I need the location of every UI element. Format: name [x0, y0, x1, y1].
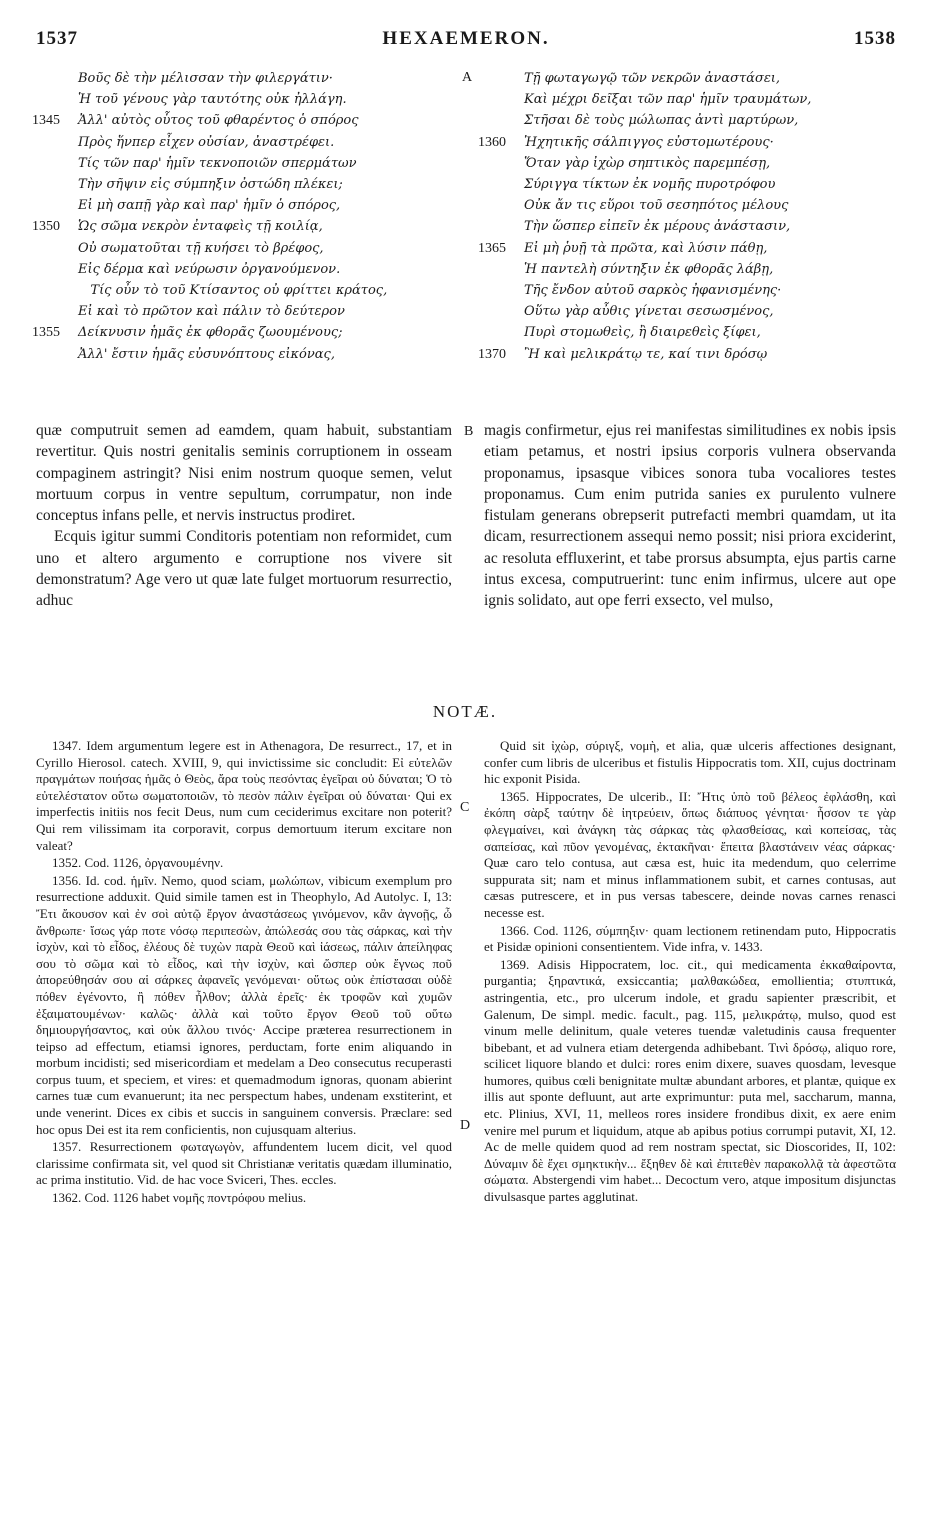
verse-text: Τὴν σῆψιν εἰς σύμπηξιν ὀστώδη πλέκει;	[78, 177, 343, 193]
greek-verses-left	[32, 68, 458, 365]
verse-text: Εἰ καὶ τὸ πρῶτον καὶ πάλιν τὸ δεύτερον	[78, 304, 345, 320]
verse-line	[524, 195, 914, 216]
line-number: 1355	[32, 325, 60, 341]
verse-line	[32, 216, 458, 237]
verse-text: Οὐ σωματοῦται τῇ κυήσει τὸ βρέφος,	[78, 240, 324, 256]
verse-line	[524, 68, 914, 89]
verse-text: Τὴν ὥσπερ εἰπεῖν ἐκ μέρους ἀνάστασιν,	[524, 219, 791, 235]
greek-verses-right	[478, 68, 914, 365]
verse-line	[78, 174, 458, 195]
latin-translation-left	[36, 420, 452, 612]
notae-heading: NOTÆ.	[432, 702, 498, 721]
verse-line	[78, 301, 458, 322]
notes-column-left	[36, 738, 452, 1208]
verse-line	[524, 174, 914, 195]
verse-line	[78, 344, 458, 365]
verse-text: Οὐκ ἄν τις εὕροι τοῦ σεσηπότος μέλους	[524, 198, 789, 214]
line-number: 1345	[32, 113, 60, 129]
verse-text: Τίς οὖν τὸ τοῦ Κτίσαντος οὐ φρίττει κράτος,	[78, 283, 388, 299]
verse-text: Σύριγγα τίκτων ἐκ νομῆς πυροτρόφου	[524, 177, 776, 193]
verse-line	[32, 322, 458, 343]
page-number-right: 1538	[854, 28, 896, 49]
verse-text: Ἀλλ' ἔστιν ἡμᾶς εὐσυνόπτους εἰκόνας,	[78, 346, 335, 362]
latin-paragraph: quæ computruit semen ad eamdem, quam habuit, substantiam revertitur. Quis nostri genitalis seminis corruptionem in osseam compaginem astringit? Nisi enim nostrum quoque semen, velut mortuum corpus in ventre sepultum, corrumpatur, non inde conceptus infans pelle, et nervis instructus prodiret.	[36, 422, 452, 525]
line-number: 1370	[478, 346, 506, 362]
verse-line	[478, 132, 914, 153]
verse-text: Τῇ φωταγωγῷ τῶν νεκρῶν ἀναστάσει,	[524, 71, 781, 86]
latin-paragraph: Ecquis igitur summi Conditoris potentiam non reformidet, cum uno et altero argumento e corruptione nos vivere sit demonstratum? Age vero ut quæ late fulget mortuorum resurrectio, adhuc	[36, 528, 452, 610]
latin-paragraph: magis confirmetur, ejus rei manifestas similitudines ex nobis ipsis etiam petamus, et nostri ipsius corporis vulnera observanda proponamus, ipsasque vibices sonora tuba vocaliores testes proponamus. Cum enim putrida sanies ex purulento vulnere fistulam generans obrepserit putrefacti membri quamdam, ut ita dicam, resurrectionem assequi nemo possit; nisi priora exciderint, ac resoluta effluxerint, et tabe prorsus absumpta, ejus partis carne intus excesa, computruerint: tunc enim infirmus, ulcere aut ope ignis solidato, aut ope ferri exsecto, vel mulso,	[484, 422, 896, 610]
latin-translation-right	[484, 420, 896, 612]
note-entry: 1357. Resurrectionem φωταγωγὸν, affundentem lucem dicit, vel quod clarissime confirmata sit, vel quod sit Christianæ veritatis quædam illuminatio, ac prima institutio. Vid. de hac voce Sviceri, Thes. eccles.	[36, 1139, 452, 1188]
verse-line	[32, 110, 458, 131]
verse-text: Εἰ μὴ ῥυῇ τὰ πρῶτα, καὶ λύσιν πάθῃ,	[524, 240, 768, 256]
verse-line	[524, 322, 914, 343]
verse-text: Ὅταν γὰρ ἰχὼρ σηπτικὸς παρεμπέσῃ,	[524, 155, 771, 171]
verse-text: Ἀλλ' αὐτὸς οὗτος τοῦ φθαρέντος ὁ σπόρος	[78, 113, 359, 129]
verse-line	[524, 280, 914, 301]
verse-line	[478, 238, 914, 259]
margin-letter-d: D	[460, 1118, 471, 1133]
verse-text: Τίς τῶν παρ' ἡμῖν τεκνοποιῶν σπερμάτων	[78, 155, 357, 171]
verse-line	[524, 89, 914, 110]
verse-text: Δείκνυσιν ἡμᾶς ἐκ φθορᾶς ζωουμένους;	[78, 325, 343, 341]
verse-text: Εἰς δέρμα καὶ νεύρωσιν ὀργανούμενον.	[78, 261, 341, 277]
verse-text: Βοῦς δὲ τὴν μέλισσαν τὴν φιλεργάτιν·	[78, 71, 333, 86]
verse-line	[78, 280, 458, 301]
note-entry: 1347. Idem argumentum legere est in Athenagora, De resurrect., 17, et in Cyrillo Hierosol. catech. XVIII, 9, qui invictissime sic concludit: Εἰ εὐτελῶν πραγμάτων ποιήσας ἡμᾶς ὁ Θεὸς, ἄρα τοὺς πεσόντας ἐγεῖραι οὐ δύναται; Ὁ τὸ εὐτελέστατον οὕτω σωματοποιῶν, τὸ πεσὸν πάλιν ἐγεῖραι οὐ δύναται· Qui ex imperfectis initiis nos fecit Deus, num cum ceciderimus excitare non poterit? Qui rem vilissimam ita corporavit, corpus demortuum iterum excitare non valeat?	[36, 738, 452, 853]
verse-line	[524, 216, 914, 237]
verse-line	[78, 259, 458, 280]
verse-text: Ἢ καὶ μελικράτῳ τε, καί τινι δρόσῳ	[524, 346, 768, 362]
verse-text: Ἠχητικῆς σάλπιγγος εὐστομωτέρους·	[524, 134, 774, 150]
verse-text: Εἰ μὴ σαπῇ γὰρ καὶ παρ' ἡμῖν ὁ σπόρος,	[78, 198, 341, 214]
verse-line	[524, 259, 914, 280]
note-entry: 1352. Cod. 1126, ὀργανουμένην.	[52, 855, 224, 871]
line-number: 1360	[478, 134, 506, 150]
page-header	[36, 28, 896, 56]
verse-text: Καὶ μέχρι δεῖξαι τῶν παρ' ἡμῖν τραυμάτων,	[524, 92, 812, 108]
verse-text: Πυρὶ στομωθεὶς, ἢ διαιρεθεὶς ξίφει,	[524, 325, 761, 341]
verse-text: Οὕτω γὰρ αὖθις γίνεται σεσωσμένος,	[524, 304, 774, 320]
verse-line	[78, 153, 458, 174]
line-number: 1365	[478, 240, 506, 256]
verse-text: Ἡ παντελὴ σύντηξιν ἐκ φθορᾶς λάβῃ,	[524, 261, 774, 277]
note-entry: 1362. Cod. 1126 habet νομῆς ποντρόφου melius.	[52, 1190, 307, 1206]
verse-line	[478, 344, 914, 365]
page-number-left: 1537	[36, 28, 78, 49]
verse-text: Ἡ τοῦ γένους γὰρ ταυτότης οὐκ ἠλλάγη.	[78, 92, 347, 108]
notes-column-right	[484, 738, 896, 1207]
verse-line	[524, 110, 914, 131]
verse-text: Ὡς σῶμα νεκρὸν ἐνταφεὶς τῇ κοιλίᾳ,	[78, 219, 323, 235]
margin-letter-a: A	[462, 70, 473, 85]
verse-line	[78, 238, 458, 259]
verse-line	[78, 195, 458, 216]
verse-text: Πρὸς ἥνπερ εἶχεν οὐσίαν, ἀναστρέφει.	[78, 134, 335, 150]
verse-line	[524, 301, 914, 322]
verse-line	[524, 153, 914, 174]
margin-letter-b: B	[464, 424, 474, 439]
note-entry: Quid sit ἰχὼρ, σύριγξ, νομὴ, et alia, quæ ulceris affectiones designant, confer cum libris de ulceribus et fistulis Hippocratis tom. XII, cujus doctrinam hic exponit Pisida.	[484, 738, 896, 787]
running-title: HEXAEMERON.	[382, 28, 550, 49]
note-entry: 1365. Hippocrates, De ulcerib., II: Ἤτις ὑπὸ τοῦ βέλεος ἐφλάσθη, καὶ ἐκόπη σὰρξ ταύτην δὲ ἰητρεύειν, ὅπως διάπυος γένηται· ἧσσον τε γὰρ φλεγμαίνει, καὶ ἀνάγκη τὰς σάρκας τὰς φλασθείσας, καὶ κοπείσας, τὰς σαπείσας, καὶ πῦον γενομένας, ἐκτακῆναι· ἔπειτα βλαστάνειν νέας σάρκας· Quæ caro telo contusa, aut cæsa est, huic ita medendum, quo celerrime suppurata sit; nam et minus inflammationem subit, et carnes contusas, aut cæsas putrescere, et in pus versas tabescere, deinde novas carnes renasci necesse est.	[484, 788, 896, 920]
verse-text: Στῆσαι δὲ τοὺς μώλωπας ἀντὶ μαρτύρων,	[524, 113, 799, 129]
verse-text: Τῆς ἔνδον αὐτοῦ σαρκὸς ἠφανισμένης·	[524, 283, 782, 299]
note-entry: 1356. Id. cod. ἡμῖν. Nemo, quod sciam, μωλώπων, vibicum exemplum pro resurrectione adduxit. Quid simile tamen est in Theophylo, Ad Autolyc. I, 13: Ἔτι ἄκουσον καὶ ἐν σοὶ αὐτῷ ἔργον ἀναστάσεως γινόμενον, κἂν ἀγνοῇς, ὦ ἄνθρωπε· ἴσως γάρ ποτε νόσῳ περιπεσὼν, ἀπώλεσάς σου τὰς σάρκας, καὶ τὴν ἰσχὺν, καὶ τὸ εἶδος, ἐλέους δὲ τυχὼν παρὰ Θεοῦ καὶ ἰάσεως, πάλιν ἀπείληφας σου τὸ σῶμα καὶ τὸ εἶδος, καὶ τὴν ἰσχὺν, καὶ ὥσπερ οὐκ ἔγνως ποῦ ἀπορεύθησάν σου αἱ σάρκες ἀφανεῖς γενόμεναι· οὕτως οὐκ ἐπίστασαι οὐδὲ πόθεν ἐγένοντο, ἢ πόθεν ἦλθον; ἀλλὰ ἐρεῖς· ἐκ τροφῶν καὶ χυμῶν ἐξαιματουμένων· καλῶς· ἀλλὰ καὶ τοῦτο ἔργον Θεοῦ τοῦ οὕτω δημιουργήσαντος, καὶ οὐκ ἄλλου τινός· Accipe præterea resurrectionem in teipso ad effectum, etiamsi ignores, perductam, forte enim aliquando in morbum incidisti; sed misericordiam et medelam a Deo consecutus recuperasti corpus tuum, et speciem, et vires: et quemadmodum ignoras, quonam abierint carnes tuæ cum evanuerunt; ita nec perspectum habes, undenam exstiterint, et unde venerint. Dices ex cibis et succis in sanguinem conversis. Præclare: sed hoc opus Dei est ita rem conficientis, non cujusquam alterius.	[36, 872, 452, 1137]
verse-line	[78, 132, 458, 153]
note-entry: 1366. Cod. 1126, σύμπηξιν· quam lectionem retinendam puto, Hippocratis et Pisidæ opinioni consentientem. Vide infra, v. 1433.	[484, 922, 896, 955]
verse-line	[78, 89, 458, 110]
verse-line	[78, 68, 458, 89]
margin-letter-c: C	[460, 800, 470, 815]
note-entry: 1369. Adisis Hippocratem, loc. cit., qui medicamenta ἐκκαθαίροντα, purgantia; ξηραντικά, exsiccantia; μαλθακώδεα, emollientia; στυπτικά, astringentia, etc., pro ulcerum indole, et gradu sapienter præscribit, et Galenum, De simpl. medic. facult., pag. 115, μελικράτῳ, mulso, quod est vinum melle delinitum, quale veteres tuendæ valetudinis causa frequenter bibebant, et ad vulnera etiam detergenda adhibebant. Τινὶ δρόσῳ, aliquo rore, scilicet liquore blando et dulci: rores enim dixere, suaves quosdam, levesque humores, quibus cœli benignitate multæ abundant arbores, et plantæ, quique ex illis aut sponte defluunt, aut arte exprimuntur: puta mel, saccharum, manna, etc. Plinius, XVI, 11, melleos rores insidere frondibus dixit, ex aere enim venire mel purum et liquidum, atque ab apibus potius corrumpi putavit, XI, 12. Ac de melle quidem quod ad rem nostram spectat, sic Dioscorides, II, 102: Δύναμιν δὲ ἔχει σμηκτικὴν... ἔξηθεν δὲ καὶ ἐπιτεθὲν παρακολλᾷ τὰ ἀφεστῶτα σώματα. Abstergendi vim habet... Decoctum vero, atque impositum disjunctas divulsasque partes agglutinat.	[484, 956, 896, 1205]
line-number: 1350	[32, 219, 60, 235]
